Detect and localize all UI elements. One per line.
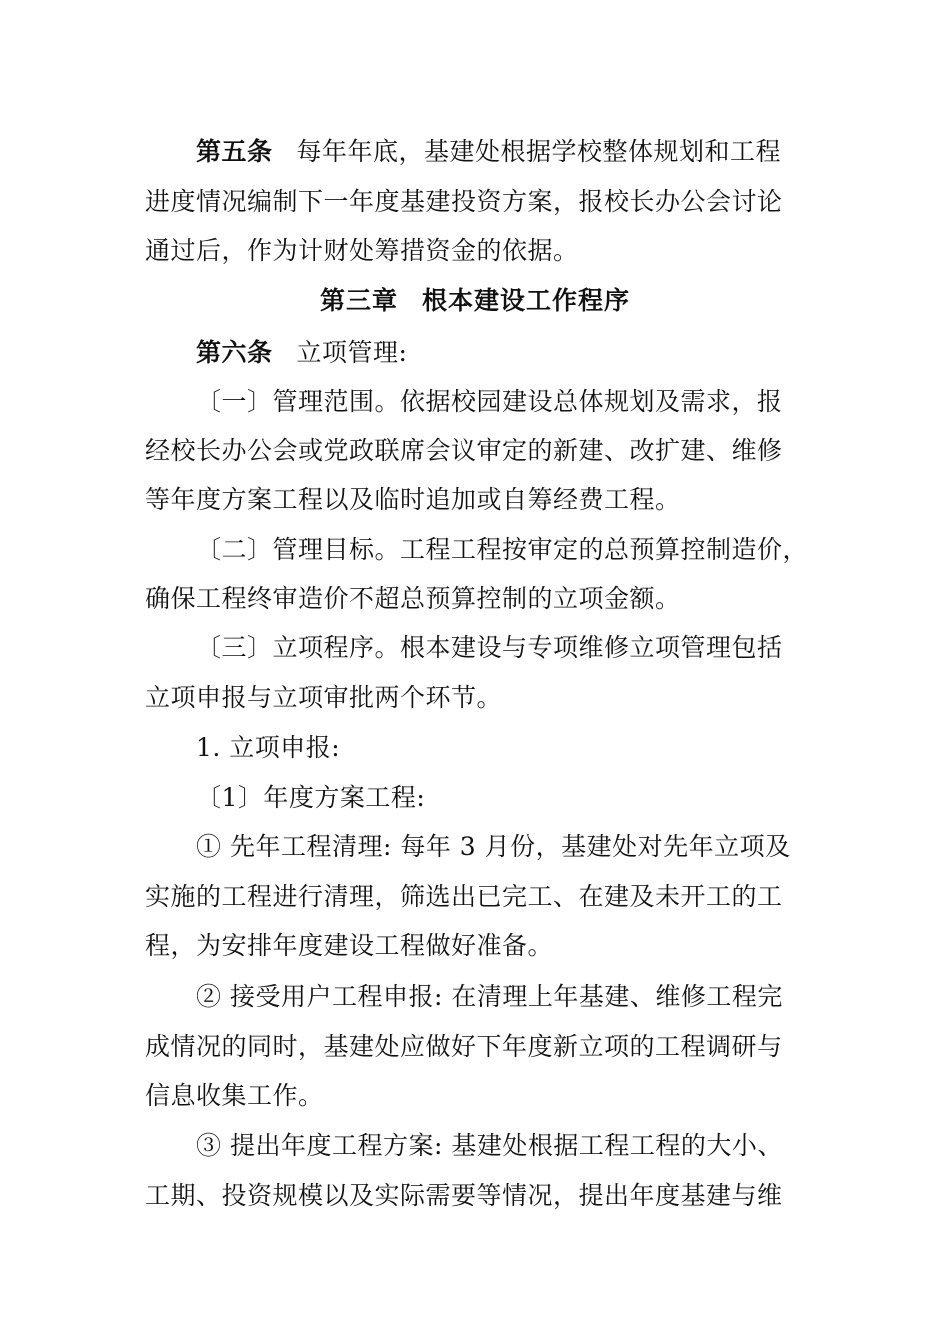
chapter-title: 根本建设工作程序 [422,286,631,315]
item3-line-1: 〔三〕立项程序。根本建设与专项维修立项管理包括 [196,633,783,662]
article6-heading: 第六条 [196,338,273,367]
point2-line-3: 信息收集工作。 [145,1081,324,1110]
article6-text: 立项管理: [296,338,408,367]
item2-line-1: 〔二〕管理目标。工程工程按审定的总预算控制造价， [196,535,809,564]
article5-line-3: 通过后，作为计财处筹措资金的依据。 [145,236,579,265]
item3-line-2: 立项申报与立项审批两个环节。 [145,683,503,712]
article6-line [196,336,407,370]
point2-line-1: ② 接受用户工程申报: 在清理上年基建、维修工程完 [196,982,783,1011]
step1-line: 1. 立项申报: [196,733,341,762]
item2-line-2: 确保工程终审造价不超总预算控制的立项金额。 [145,584,681,613]
point1-line-1: ① 先年工程清理: 每年 3 月份，基建处对先年立项及 [196,832,791,861]
item1-line-3: 等年度方案工程以及临时追加或自筹经费工程。 [145,485,681,514]
article5-line-1 [196,135,781,169]
point1-line-2: 实施的工程进行清理，筛选出已完工、在建及未开工的工 [145,882,783,911]
chapter-heading [0,284,950,318]
article5-heading: 第五条 [196,137,273,166]
chapter-number: 第三章 [319,286,398,315]
point1-line-3: 程，为安排年度建设工程做好准备。 [145,931,554,960]
point3-line-1: ③ 提出年度工程方案: 基建处根据工程工程的大小、 [196,1131,783,1160]
item1-line-2: 经校长办公会或党政联席会议审定的新建、改扩建、维修 [145,436,783,465]
article5-line-2: 进度情况编制下一年度基建投资方案，报校长办公会讨论 [145,187,783,216]
point3-line-2: 工期、投资规模以及实际需要等情况，提出年度基建与维 [145,1181,783,1210]
point2-line-2: 成情况的同时，基建处应做好下年度新立项的工程调研与 [145,1032,783,1061]
article5-text: 每年年底，基建处根据学校整体规划和工程 [296,137,782,166]
sub1-line: 〔1〕年度方案工程: [196,783,426,812]
item1-line-1: 〔一〕管理范围。依据校园建设总体规划及需求，报 [196,387,783,416]
